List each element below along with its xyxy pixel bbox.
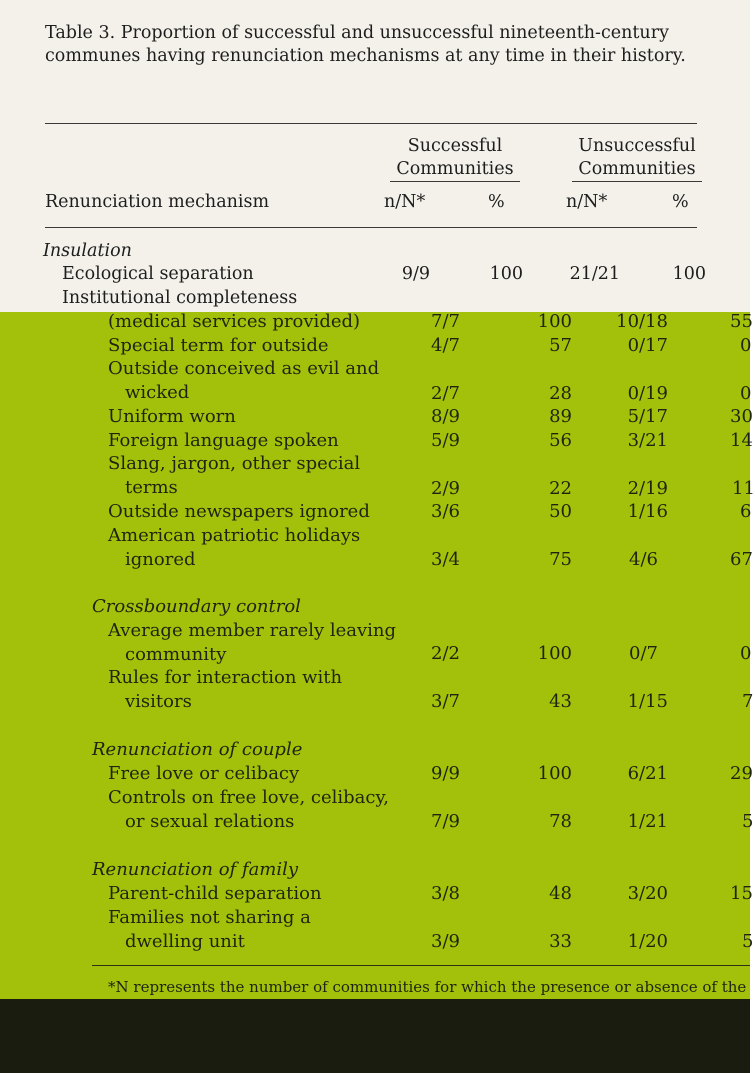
cell-evil-unsuccessful-n: 0/19 bbox=[627, 383, 668, 404]
row-label-rules-2: visitors bbox=[125, 691, 192, 712]
cell-evil-unsuccessful-pct: 0 bbox=[740, 383, 752, 404]
cell-lang-unsuccessful-n: 3/21 bbox=[627, 430, 668, 451]
footnote: *N represents the number of communities for which the presence or absence of the bbox=[108, 978, 747, 996]
successful-group-rule bbox=[390, 181, 520, 182]
row-label-rules-1: Rules for interaction with bbox=[108, 667, 343, 688]
cell-avg-unsuccessful-n: 0/7 bbox=[629, 643, 658, 664]
unsuccessful-group-rule bbox=[572, 181, 702, 182]
cell-pc-successful-n: 3/8 bbox=[431, 883, 460, 904]
row-label-dwelling-1: Families not sharing a bbox=[108, 907, 311, 928]
cell-eco-successful-n: 9/9 bbox=[401, 264, 430, 284]
header-mechanism: Renunciation mechanism bbox=[45, 192, 270, 212]
cell-lang-successful-pct: 56 bbox=[549, 430, 572, 451]
row-label-medical: (medical services provided) bbox=[108, 311, 361, 332]
section-insulation: Insulation bbox=[43, 241, 132, 261]
cell-lang-successful-n: 5/9 bbox=[431, 430, 460, 451]
cell-avg-successful-pct: 100 bbox=[537, 643, 572, 664]
header-unsuccessful-2: Communities bbox=[578, 159, 696, 179]
cell-uniform-successful-pct: 89 bbox=[549, 406, 572, 427]
cell-ctrl-unsuccessful-n: 1/21 bbox=[627, 811, 668, 832]
section-family: Renunciation of family bbox=[92, 859, 299, 880]
row-label-slang-2: terms bbox=[125, 477, 178, 498]
cell-term-successful-n: 4/7 bbox=[431, 335, 460, 356]
cell-holi-unsuccessful-n: 4/6 bbox=[629, 549, 658, 570]
cell-rules-successful-n: 3/7 bbox=[431, 691, 460, 712]
cell-uniform-unsuccessful-n: 5/17 bbox=[627, 406, 668, 427]
cell-med-successful-n: 7/7 bbox=[431, 311, 460, 332]
cell-free-successful-n: 9/9 bbox=[431, 763, 460, 784]
table-top-rule bbox=[45, 123, 697, 124]
cell-holi-successful-pct: 75 bbox=[549, 549, 572, 570]
cell-lang-unsuccessful-pct: 14 bbox=[730, 430, 753, 451]
cell-med-unsuccessful-pct: 55 bbox=[730, 311, 753, 332]
cell-term-successful-pct: 57 bbox=[549, 335, 572, 356]
section-couple: Renunciation of couple bbox=[92, 739, 303, 760]
row-label-controls-1: Controls on free love, celibacy, bbox=[108, 787, 389, 808]
header-unsuccessful-n: n/N* bbox=[566, 192, 608, 212]
cell-pc-unsuccessful-pct: 15 bbox=[730, 883, 753, 904]
cell-eco-successful-pct: 100 bbox=[489, 264, 523, 284]
caption-line-2: communes having renunciation mechanisms at any time in their history. bbox=[45, 46, 686, 66]
cell-dw-unsuccessful-n: 1/20 bbox=[627, 931, 668, 952]
row-label-holidays-1: American patriotic holidays bbox=[108, 525, 361, 546]
cell-holi-successful-n: 3/4 bbox=[431, 549, 460, 570]
cell-evil-successful-pct: 28 bbox=[549, 383, 572, 404]
cell-free-successful-pct: 100 bbox=[537, 763, 572, 784]
cell-slang-successful-pct: 22 bbox=[549, 478, 572, 499]
row-label-average-1: Average member rarely leaving bbox=[108, 620, 397, 641]
row-label-newspapers: Outside newspapers ignored bbox=[108, 501, 370, 522]
dark-bottom-band bbox=[0, 999, 750, 1073]
highlight-region bbox=[0, 311, 755, 999]
header-bottom-rule bbox=[45, 227, 697, 228]
row-label-dwelling-2: dwelling unit bbox=[125, 931, 245, 952]
header-unsuccessful-1: Unsuccessful bbox=[578, 136, 696, 156]
cell-ctrl-successful-n: 7/9 bbox=[431, 811, 460, 832]
cell-avg-unsuccessful-pct: 0 bbox=[740, 643, 752, 664]
row-label-holidays-2: ignored bbox=[125, 549, 196, 570]
cell-ctrl-successful-pct: 78 bbox=[549, 811, 572, 832]
header-successful-1: Successful bbox=[407, 136, 503, 156]
cell-slang-successful-n: 2/9 bbox=[431, 478, 460, 499]
cell-evil-successful-n: 2/7 bbox=[431, 383, 460, 404]
cell-ctrl-unsuccessful-pct: 5 bbox=[742, 811, 754, 832]
cell-med-successful-pct: 100 bbox=[537, 311, 572, 332]
cell-slang-unsuccessful-pct: 11 bbox=[732, 478, 755, 499]
row-label-slang-1: Slang, jargon, other special bbox=[108, 453, 361, 474]
row-label-ecological: Ecological separation bbox=[62, 264, 254, 284]
cell-news-unsuccessful-n: 1/16 bbox=[627, 501, 668, 522]
cell-pc-successful-pct: 48 bbox=[549, 883, 572, 904]
cell-free-unsuccessful-n: 6/21 bbox=[627, 763, 668, 784]
cell-uniform-unsuccessful-pct: 30 bbox=[730, 406, 753, 427]
cell-rules-successful-pct: 43 bbox=[549, 691, 572, 712]
cell-news-successful-pct: 50 bbox=[549, 501, 572, 522]
section-crossboundary: Crossboundary control bbox=[92, 596, 301, 617]
row-label-language: Foreign language spoken bbox=[108, 430, 339, 451]
row-label-parent-child: Parent-child separation bbox=[108, 883, 322, 904]
cell-eco-unsuccessful-n: 21/21 bbox=[569, 264, 620, 284]
header-successful-n: n/N* bbox=[384, 192, 426, 212]
row-label-uniform: Uniform worn bbox=[108, 406, 236, 427]
cell-pc-unsuccessful-n: 3/20 bbox=[627, 883, 668, 904]
cell-dw-successful-pct: 33 bbox=[549, 931, 572, 952]
row-label-institutional: Institutional completeness bbox=[62, 288, 298, 308]
header-successful-2: Communities bbox=[396, 159, 514, 179]
cell-holi-unsuccessful-pct: 67 bbox=[730, 549, 753, 570]
cell-term-unsuccessful-pct: 0 bbox=[740, 335, 752, 356]
cell-term-unsuccessful-n: 0/17 bbox=[627, 335, 668, 356]
cell-avg-successful-n: 2/2 bbox=[431, 643, 460, 664]
cell-news-successful-n: 3/6 bbox=[431, 501, 460, 522]
cell-uniform-successful-n: 8/9 bbox=[431, 406, 460, 427]
caption-line-1: Table 3. Proportion of successful and unsuccessful nineteenth-century bbox=[45, 23, 669, 43]
cell-news-unsuccessful-pct: 6 bbox=[740, 501, 752, 522]
table-bottom-rule bbox=[92, 965, 750, 966]
row-label-free-love: Free love or celibacy bbox=[108, 763, 300, 784]
header-successful-pct: % bbox=[488, 192, 505, 212]
cell-free-unsuccessful-pct: 29 bbox=[730, 763, 753, 784]
paper-region bbox=[0, 0, 750, 312]
cell-rules-unsuccessful-pct: 7 bbox=[742, 691, 754, 712]
header-unsuccessful-pct: % bbox=[672, 192, 689, 212]
row-label-special-term: Special term for outside bbox=[108, 335, 329, 356]
row-label-evil-1: Outside conceived as evil and bbox=[108, 358, 380, 379]
row-label-evil-2: wicked bbox=[125, 382, 190, 403]
cell-dw-unsuccessful-pct: 5 bbox=[742, 931, 754, 952]
row-label-average-2: community bbox=[125, 644, 227, 665]
cell-rules-unsuccessful-n: 1/15 bbox=[627, 691, 668, 712]
row-label-controls-2: or sexual relations bbox=[125, 811, 295, 832]
cell-dw-successful-n: 3/9 bbox=[431, 931, 460, 952]
cell-med-unsuccessful-n: 10/18 bbox=[616, 311, 668, 332]
cell-eco-unsuccessful-pct: 100 bbox=[672, 264, 706, 284]
cell-slang-unsuccessful-n: 2/19 bbox=[627, 478, 668, 499]
